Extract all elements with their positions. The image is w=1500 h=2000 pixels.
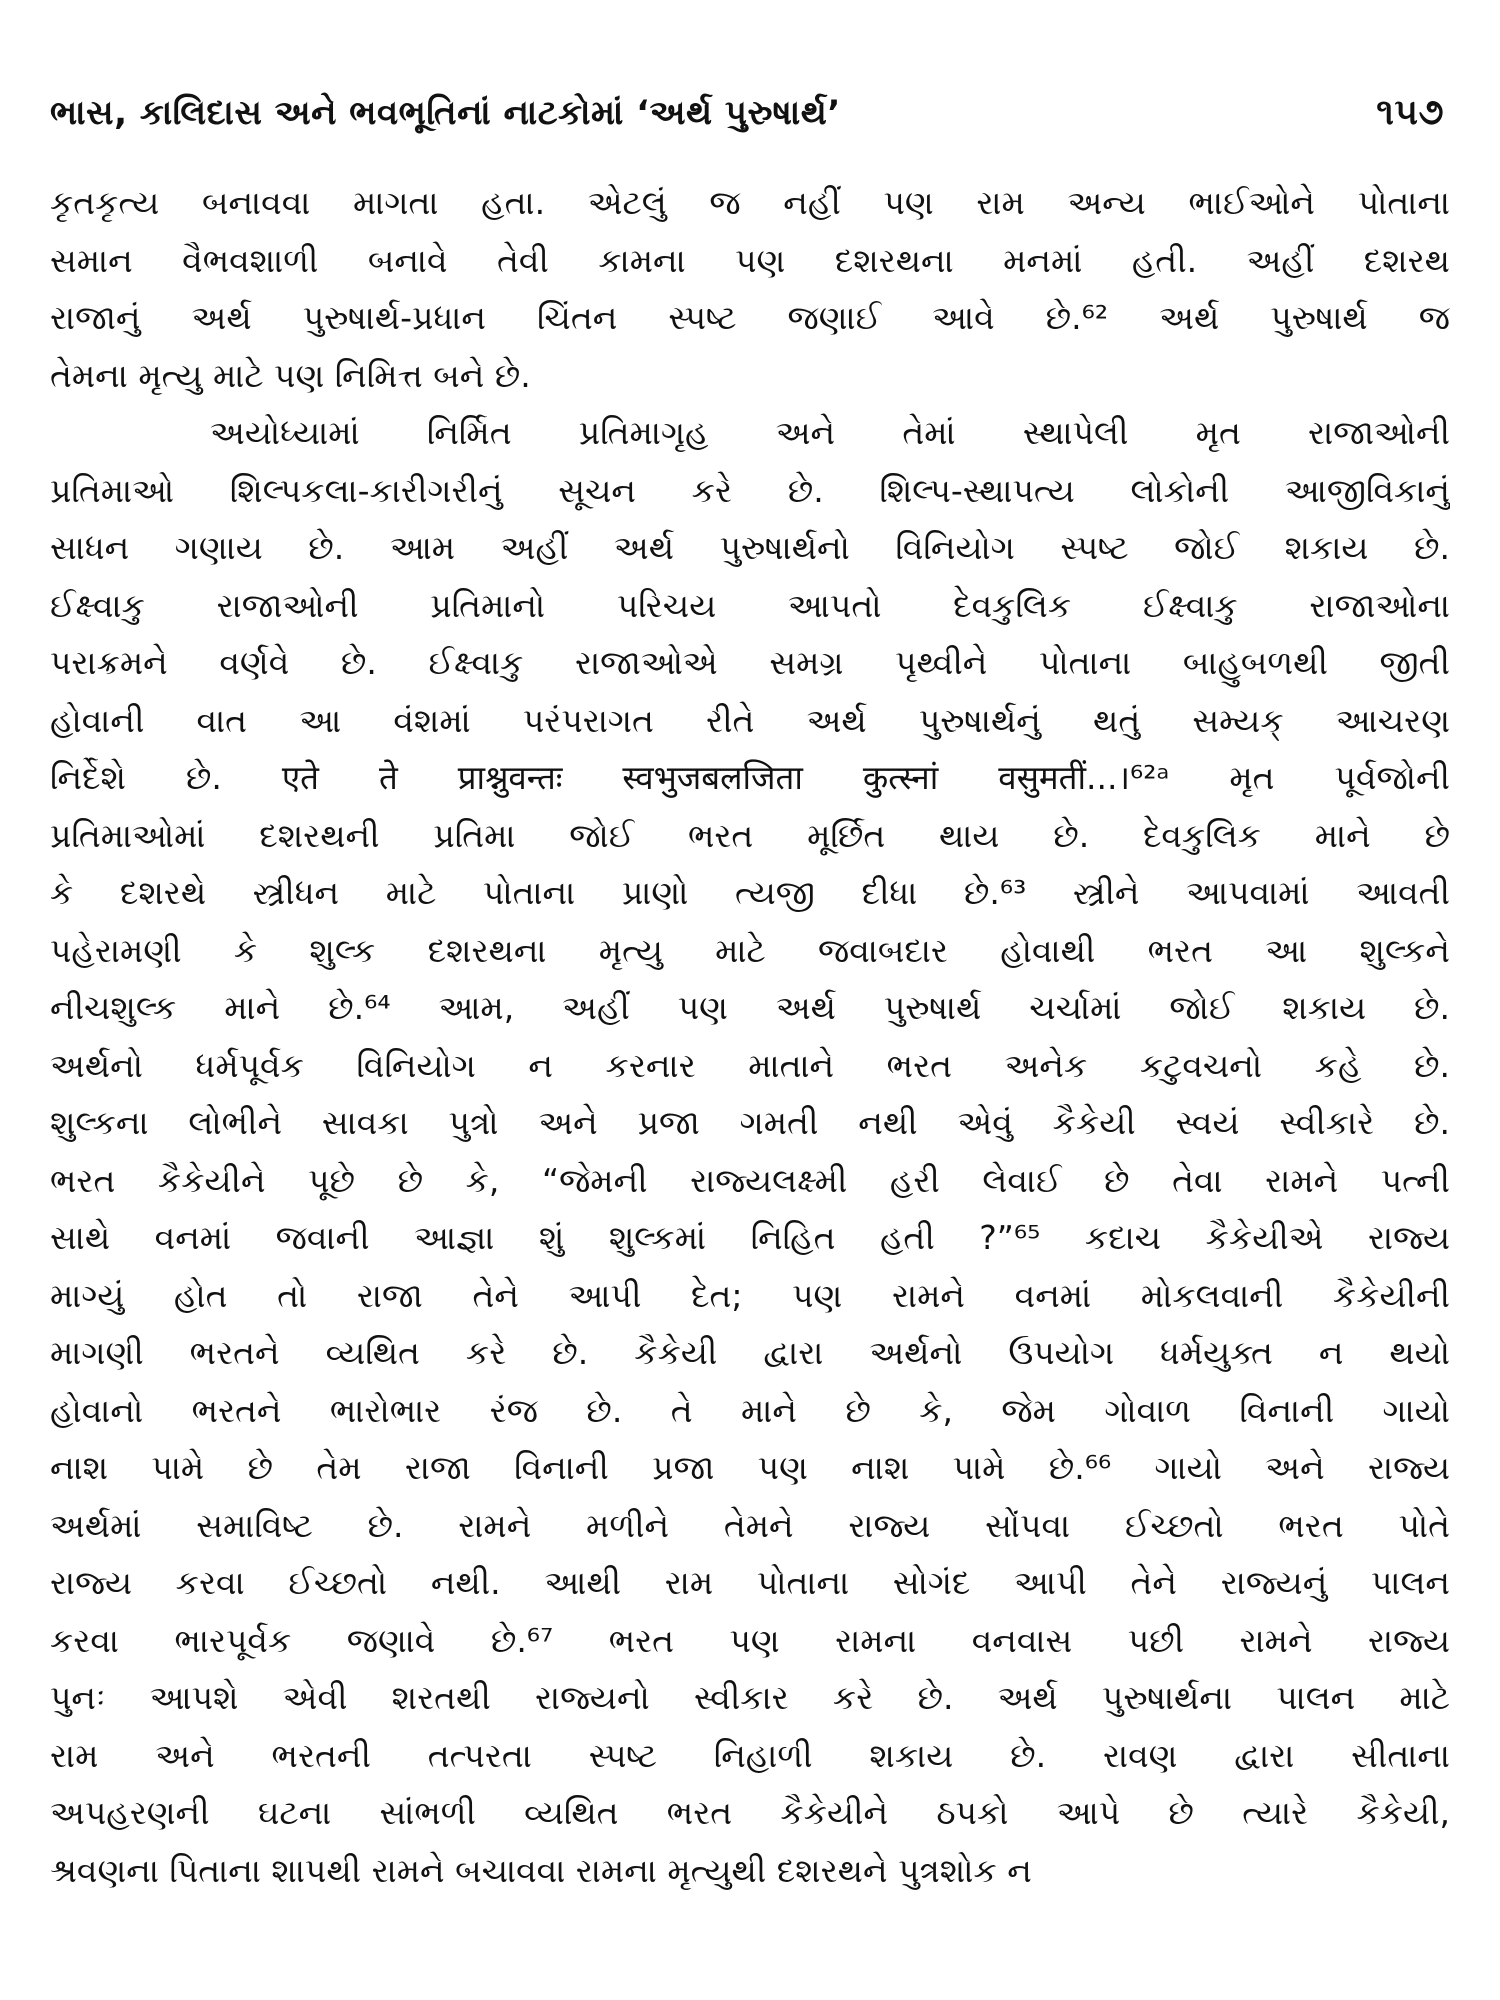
text-line: કે દશરથે સ્ત્રીધન માટે પોતાના પ્રાણો ત્યજી દીધા છે.⁶³ સ્ત્રીને આપવામાં આવતી: [50, 873, 1450, 912]
text-line: કરવા ભારપૂર્વક જણાવે છે.⁶⁷ ભરત પણ રામના વનવાસ પછી રામને રાજ્ય: [50, 1620, 1450, 1660]
text-line: સાધન ગણાય છે. આમ અહીં અર્થ પુરુષાર્થનો વિનિયોગ સ્પષ્ટ જોઈ શકાય છે.: [50, 528, 1450, 567]
text-line: રાજાનું અર્થ પુરુષાર્થ-પ્રધાન ચિંતન સ્પષ્ટ જણાઈ આવે છે.⁶² અર્થ પુરુષાર્થ જ: [50, 298, 1450, 337]
text-line: પ્રતિમાઓ શિલ્પકલા-કારીગરીનું સૂચન કરે છે. શિલ્પ-સ્થાપત્ય લોકોની આજીવિકાનું: [50, 470, 1450, 510]
text-line: માગ્યું હોત તો રાજા તેને આપી દેત; પણ રામને વનમાં મોકલવાની કૈકેયીની: [50, 1275, 1450, 1315]
text-line: રામ અને ભરતની તત્પરતા સ્પષ્ટ નિહાળી શકાય છે. રાવણ દ્વારા સીતાના: [50, 1735, 1450, 1775]
text-line: શ્રવણના પિતાના શાપથી રામને બચાવવા રામના મૃત્યુથી દશરથને પુત્રશોક ન: [50, 1850, 1032, 1890]
text-line: રાજ્ય કરવા ઈચ્છતો નથી. આથી રામ પોતાના સોગંદ આપી તેને રાજ્યનું પાલન: [50, 1563, 1450, 1602]
running-title: ભાસ, કાલિદાસ અને ભવભૂતિનાં નાટકોમાં ‘અર્થ પુરુષાર્થ’: [50, 93, 841, 133]
text-line: પુનઃ આપશે એવી શરતથી રાજ્યનો સ્વીકાર કરે છે. અર્થ પુરુષાર્થના પાલન માટે: [50, 1678, 1450, 1717]
text-line: નીચશુલ્ક માને છે.⁶⁴ આમ, અહીં પણ અર્થ પુરુષાર્થ ચર્ચામાં જોઈ શકાય છે.: [50, 988, 1450, 1027]
text-line: તેમના મૃત્યુ માટે પણ નિમિત્ત બને છે.: [50, 355, 531, 395]
text-line: નાશ પામે છે તેમ રાજા વિનાની પ્રજા પણ નાશ પામે છે.⁶⁶ ગાયો અને રાજ્ય: [50, 1448, 1450, 1487]
text-line: કૃતકૃત્ય બનાવવા માગતા હતા. એટલું જ નહીં પણ રામ અન્ય ભાઈઓને પોતાના: [50, 183, 1450, 222]
text-line: અયોધ્યામાં નિર્મિત પ્રતિમાગૃહ અને તેમાં સ્થાપેલી મૃત રાજાઓની: [210, 413, 1450, 452]
text-line: પ્રતિમાઓમાં દશરથની પ્રતિમા જોઈ ભરત મૂર્છિત થાય છે. દેવકુલિક માને છે: [50, 815, 1450, 855]
text-line: ઈક્ષ્વાકુ રાજાઓની પ્રતિમાનો પરિચય આપતો દેવકુલિક ઈક્ષ્વાકુ રાજાઓના: [50, 585, 1450, 625]
text-line: પરાક્રમને વર્ણવે છે. ઈક્ષ્વાકુ રાજાઓએ સમગ્ર પૃથ્વીને પોતાના બાહુબળથી જીતી: [50, 643, 1450, 682]
text-line: હોવાની વાત આ વંશમાં પરંપરાગત રીતે અર્થ પુરુષાર્થનું થતું સમ્યક્ આચરણ: [50, 700, 1450, 740]
text-line: પહેરામણી કે શુલ્ક દશરથના મૃત્યુ માટે જવાબદાર હોવાથી ભરત આ શુલ્કને: [50, 930, 1450, 970]
text-line: અર્થમાં સમાવિષ્ટ છે. રામને મળીને તેમને રાજ્ય સોંપવા ઈચ્છતો ભરત પોતે: [50, 1505, 1450, 1545]
running-head: [50, 92, 1450, 152]
paragraph: [50, 174, 1450, 404]
text-line: માગણી ભરતને વ્યથિત કરે છે. કૈકેયી દ્વારા અર્થનો ઉપયોગ ધર્મયુક્ત ન થયો: [50, 1333, 1450, 1372]
body-text: [50, 174, 1450, 1899]
text-line: ભરત કૈકેયીને પૂછે છે કે, “જેમની રાજ્યલક્ષ્મી હરી લેવાઈ છે તેવા રામને પત્ની: [50, 1160, 1450, 1200]
text-line: શુલ્કના લોભીને સાવકા પુત્રો અને પ્રજા ગમતી નથી એવું કૈકેયી સ્વયં સ્વીકારે છે.: [50, 1103, 1450, 1142]
text-line: સમાન વૈભવશાળી બનાવે તેવી કામના પણ દશરથના મનમાં હતી. અહીં દશરથ: [50, 240, 1450, 280]
page-number: ૧૫૭: [1376, 92, 1444, 133]
paragraph: [50, 404, 1450, 1899]
text-line: અપહરણની ઘટના સાંભળી વ્યથિત ભરત કૈકેયીને ઠપકો આપે છે ત્યારે કૈકેયી,: [50, 1793, 1450, 1832]
text-line: અર્થનો ધર્મપૂર્વક વિનિયોગ ન કરનાર માતાને ભરત અનેક કટુવચનો કહે છે.: [50, 1045, 1450, 1085]
text-line: નિર્દેશે છે. एते ते प्राश्नुवन्तः स्वभुजबलजिता कुत्स्नां वसुमतीं...।⁶²ᵃ મૃત પૂર્વજોની: [50, 758, 1450, 797]
text-line: હોવાનો ભરતને ભારોભાર રંજ છે. તે માને છે કે, જેમ ગોવાળ વિનાની ગાયો: [50, 1390, 1450, 1430]
text-line: સાથે વનમાં જવાની આજ્ઞા શું શુલ્કમાં નિહિત હતી ?”⁶⁵ કદાચ કૈકેયીએ રાજ્ય: [50, 1218, 1450, 1257]
